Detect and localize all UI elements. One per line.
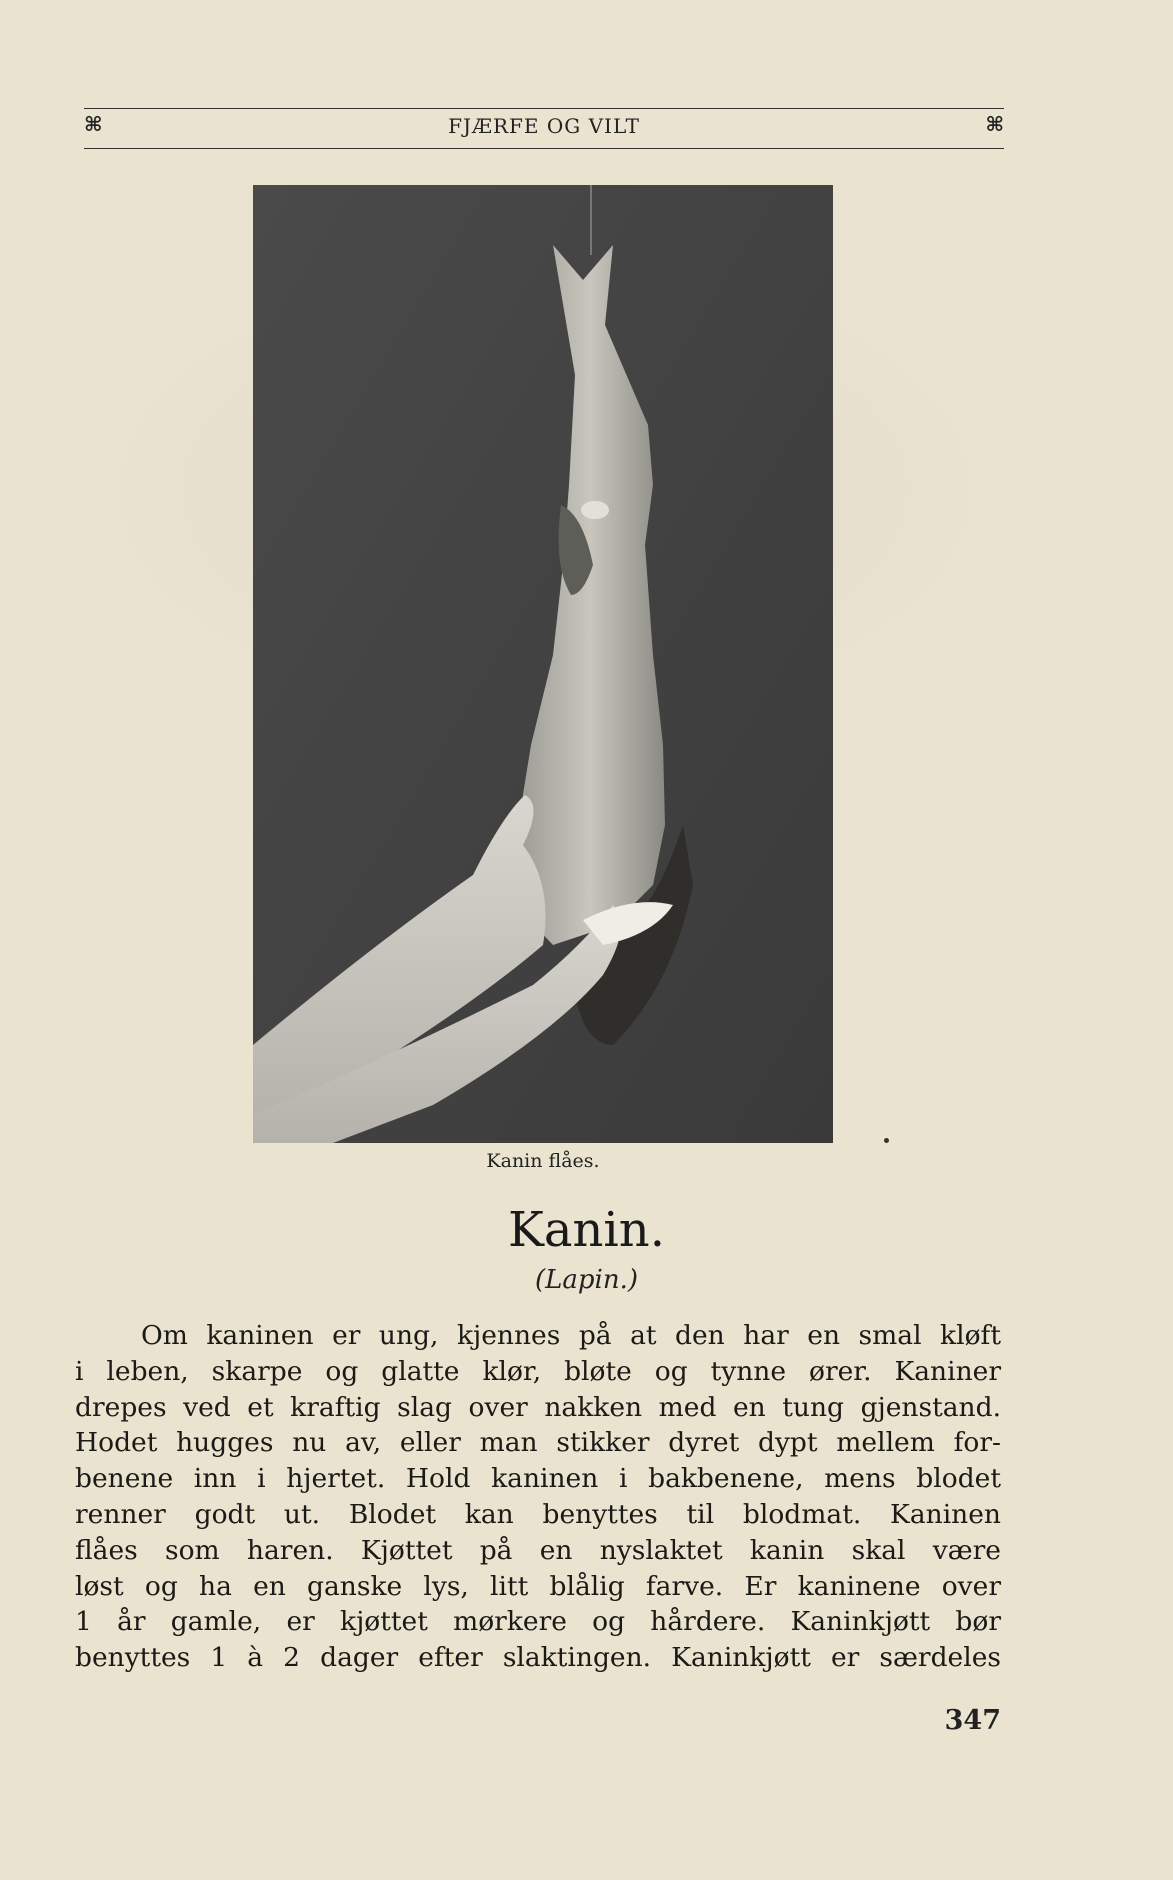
body-line: Hodet hugges nu av, eller man stikker dyret dypt mellem for- <box>75 1427 1001 1459</box>
header-rule-bottom <box>84 148 1004 149</box>
body-line: løst og ha en ganske lys, litt blålig farve. Er kaninene over <box>75 1570 1001 1602</box>
header-ornament-right-icon: ⌘ <box>985 112 1004 136</box>
body-line: Om kaninen er ung, kjennes på at den har en smal kløft <box>141 1320 1001 1351</box>
rabbit-skinning-photo <box>253 185 833 1143</box>
page-number: 347 <box>944 1705 1001 1736</box>
header-ornament-left-icon: ⌘ <box>84 112 103 136</box>
body-line: benyttes 1 à 2 dager efter slaktingen. Kaninkjøtt er særdeles <box>75 1642 1001 1674</box>
figure-caption: Kanin flåes. <box>486 1150 600 1172</box>
header-title: FJÆRFE OG VILT <box>448 114 640 138</box>
section-subtitle: (Lapin.) <box>534 1265 639 1295</box>
body-line: drepes ved et kraftig slag over nakken med en tung gjenstand. <box>75 1391 1001 1423</box>
section-title: Kanin. <box>508 1202 665 1258</box>
body-line: 1 år gamle, er kjøttet mørkere og hårdere. Kaninkjøtt bør <box>75 1606 1001 1638</box>
running-header <box>84 108 1004 150</box>
body-line: i leben, skarpe og glatte klør, bløte og tynne ører. Kaniner <box>75 1355 1001 1387</box>
header-rule-top <box>84 108 1004 109</box>
body-line: flåes som haren. Kjøttet på en nyslaktet kanin skal være <box>75 1534 1001 1566</box>
body-paragraph <box>75 1318 1001 1676</box>
tail-tuft <box>581 501 609 519</box>
body-line: benene inn i hjertet. Hold kaninen i bakbenene, mens blodet <box>75 1463 1001 1495</box>
stray-dot <box>884 1138 889 1143</box>
body-line: renner godt ut. Blodet kan benyttes til blodmat. Kaninen <box>75 1498 1001 1530</box>
photo-illustration <box>253 185 833 1143</box>
